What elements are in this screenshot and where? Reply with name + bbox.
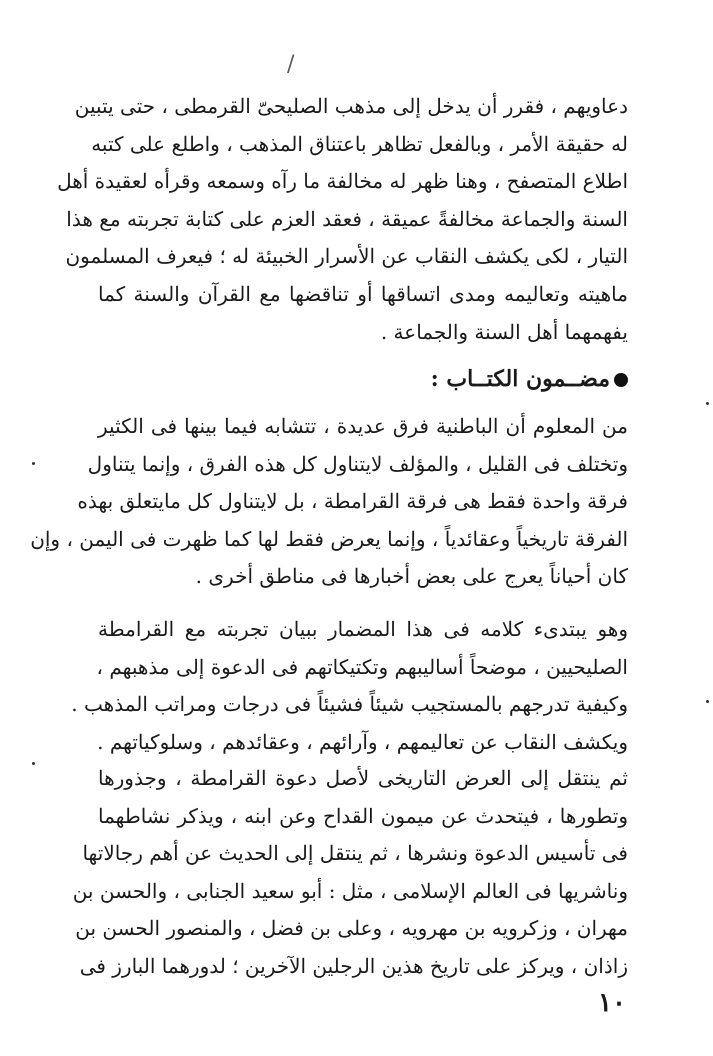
text-line: فرقة واحدة فقط هى فرقة القرامطة ، بل لايتناول كل مايتعلق بهذه [77,489,628,514]
paragraph-1 [57,88,628,351]
text-line: يفهمهما أهل السنة والجماعة . [380,319,628,344]
margin-dot [706,402,709,405]
paragraph-3 [71,611,628,761]
margin-dot [32,762,35,765]
text-line: وناشريها فى العالم الإسلامى ، مثل : أبو سعيد الجنابى ، والحسن بن [72,878,628,903]
text-line: وكيفية تدرجهم بالمستجيب شيئاً فشيئاً فى درجات ومراتب المذهب . [71,692,628,717]
text-line: ماهيته وتعاليمه ومدى اتساقها أو تناقضها مع القرآن والسنة كما [98,281,628,306]
text-line: اطلاع المتصفح ، وهنا ظهر له مخالفة ما رآه وسمعه وقرأه لعقيدة أهل [57,169,628,194]
text-line: وهو يبتدىء كلامه فى هذا المضمار ببيان تجربته مع القرامطة [98,617,628,641]
page-number: ١٠ [598,988,626,1018]
text-line: فى تأسيس الدعوة ونشرها ، ثم ينتقل إلى الحديث عن أهم رجالاتها [82,841,628,866]
text-line: وتختلف فى القليل ، والمؤلف لايتناول كل هذه الفرق ، وإنما يتناول [87,451,628,476]
text-line: ثم ينتقل إلى العرض التاريخى لأصل دعوة القرامطة ، وجذورها [98,766,628,790]
text-line: زاذان ، ويركز على تاريخ هذين الرجلين الآخرين ؛ لدورهما البارز فى [79,953,628,978]
paragraph-4 [72,760,628,986]
text-line: له حقيقة الأمر ، وبالفعل تظاهر باعتناق المذهب ، واطلع على كتبه [91,131,628,156]
section-heading [431,366,628,392]
top-mark: / [287,52,295,77]
margin-dot [32,462,35,465]
text-line: التيار ، لكى يكشف النقاب عن الأسرار الخبيئة له ؛ فيعرف المسلمون [65,244,628,269]
text-line: الصليحيين ، موضحاً أساليبهم وتكتيكاتهم فى الدعوة إلى مذهبهم ، [96,654,628,679]
text-line: وتطورها ، فيتحدث عن ميمون القداح وعن ابنه ، ويذكر نشاطهما [98,803,628,828]
text-line: دعاويهم ، فقرر أن يدخل إلى مذهب الصليحىّ القرمطى ، حتى يتبين [74,94,628,118]
margin-dot [706,700,709,703]
text-line: مهران ، وزكرويه بن مهرويه ، وعلى بن فضل ، والمنصور الحسن بن [75,916,628,941]
paragraph-2 [30,408,628,596]
section-heading-text: مضــمون الكتــاب : [430,366,610,392]
text-line: من المعلوم أن الباطنية فرق عديدة ، تتشابه فيما بينها فى الكثير [98,414,628,438]
text-line: كان أحياناً يعرج على بعض أخبارها فى مناطق أخرى . [195,564,628,589]
bullet-icon [614,373,628,387]
text-line: الفرقة تاريخياً وعقائدياً ، وإنما يعرض فقط لها كما ظهرت فى اليمن ، وإن [30,526,628,551]
text-line: ويكشف النقاب عن تعاليمهم ، وآرائهم ، وعقائدهم ، وسلوكياتهم . [97,729,628,754]
text-line: السنة والجماعة مخالفةً عميقة ، فعقد العزم على كتابة تجربته مع هذا [66,206,628,231]
